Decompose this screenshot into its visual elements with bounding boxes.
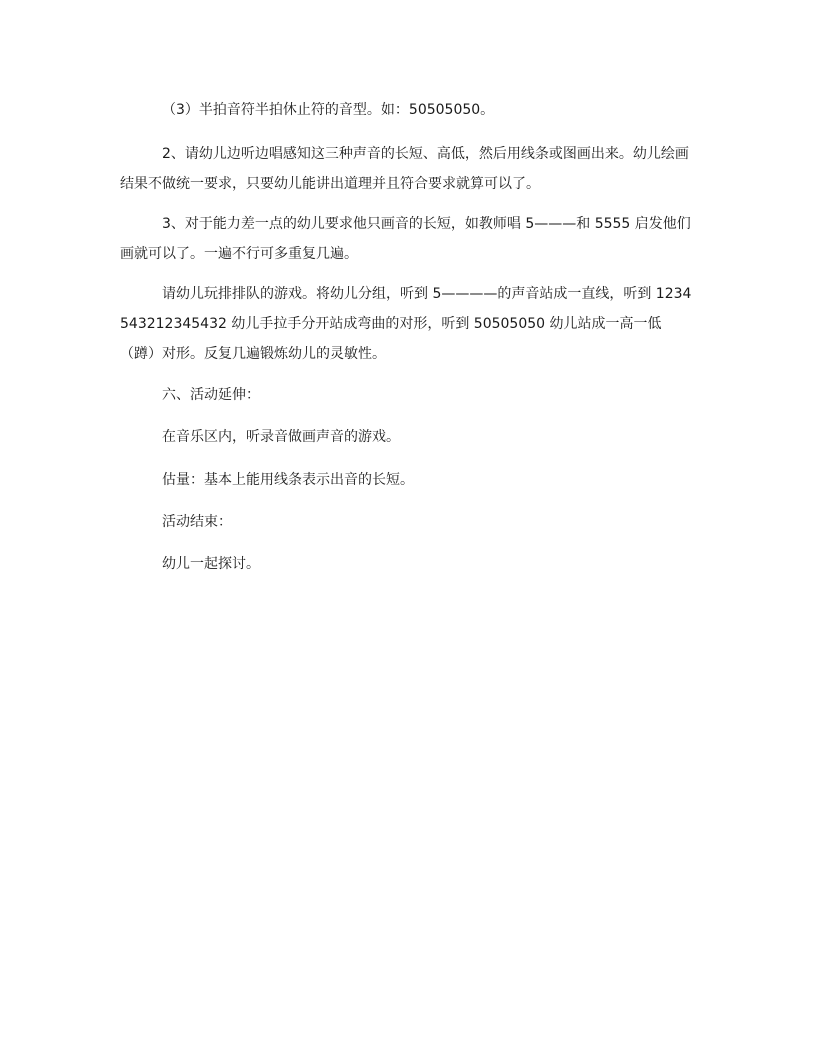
paragraph-music-area: 在音乐区内，听录音做画声音的游戏。 xyxy=(162,429,400,445)
section-heading-activity-end: 活动结束： xyxy=(162,514,232,530)
paragraph-assessment: 估量：基本上能用线条表示出音的长短。 xyxy=(162,472,414,488)
paragraph-rhythm-pattern: （3）半拍音符半拍休止符的音型。如：50505050。 xyxy=(162,102,495,118)
paragraph-step-2: 2、请幼儿边听边唱感知这三种声音的长短、高低，然后用线条或图画出来。幼儿绘画结果不做统一要求，只要幼儿能讲出道理并且符合要求就算可以了。 xyxy=(120,146,689,192)
paragraph-line-up-game: 请幼儿玩排排队的游戏。将幼儿分组，听到 5————的声音站成一直线，听到 1234543212345432 幼儿手拉手分开站成弯曲的对形，听到 50505050 幼儿站成一高一低（蹲）对形。反复几遍锻炼幼儿的灵敏性。 xyxy=(120,286,692,362)
paragraph-step-3: 3、对于能力差一点的幼儿要求他只画音的长短，如教师唱 5———和 5555 启发他们画就可以了。一遍不行可多重复几遍。 xyxy=(120,216,691,262)
paragraph-discussion: 幼儿一起探讨。 xyxy=(162,556,260,572)
section-heading-extension: 六、活动延伸： xyxy=(162,387,260,403)
